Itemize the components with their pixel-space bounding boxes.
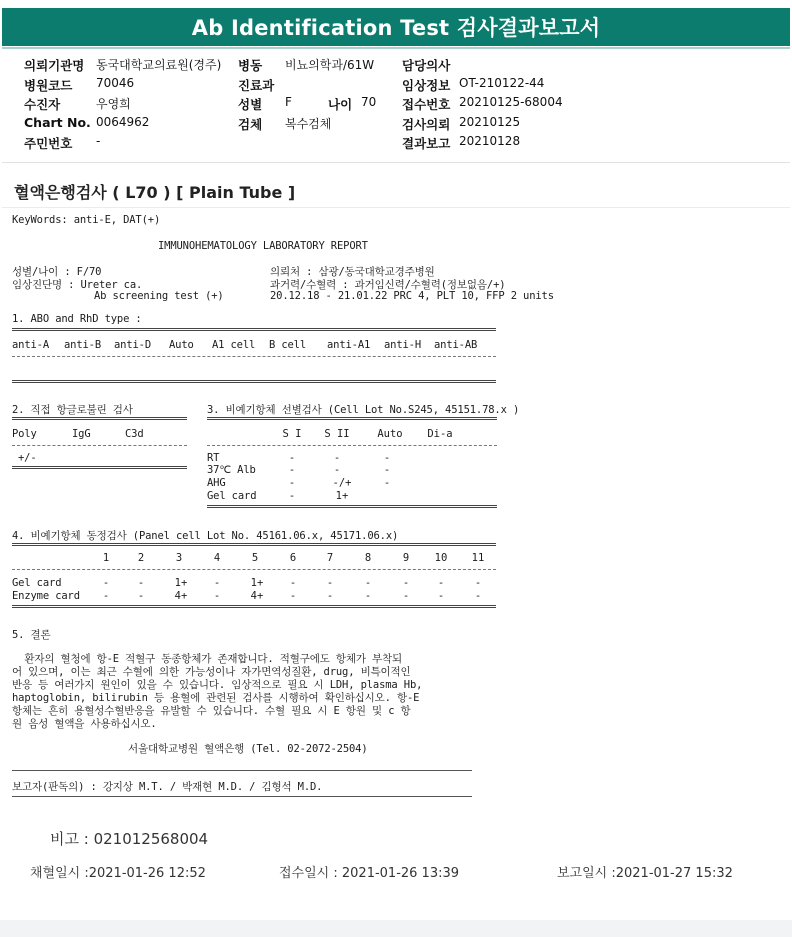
institution-value: 동국대학교의료원(경주) <box>96 58 222 72</box>
reported-datetime: 보고일시 :2021-01-27 15:32 <box>557 866 733 881</box>
panel-value: - <box>474 590 482 602</box>
panel-value: 1+ <box>174 577 188 589</box>
panel-value: - <box>102 590 110 602</box>
specimen-label: 검체 <box>238 117 263 132</box>
reporter-rule-bottom <box>12 796 472 797</box>
resident-no-value: - <box>96 134 101 148</box>
abo-col: anti-D <box>114 339 152 351</box>
abo-col: Auto <box>169 339 194 351</box>
screen-value: - <box>288 490 296 502</box>
screen-col: S I <box>282 428 302 440</box>
resident-no-label: 주민번호 <box>24 136 73 151</box>
screen-value: - <box>333 464 341 476</box>
panel-col: 4 <box>213 552 221 564</box>
age-label: 나이 <box>328 97 353 112</box>
screen-col: S II <box>324 428 350 440</box>
panel-col: 9 <box>402 552 410 564</box>
dat-value-poly: +/- <box>18 452 37 464</box>
panel-method: Gel card <box>12 577 62 589</box>
conclusion-line: 환자의 혈청에 항-E 적혈구 동종항체가 존재합니다. 적혈구에도 항체가 부착되 <box>12 653 403 665</box>
screen-phase: 37℃ Alb <box>207 464 256 476</box>
request-label: 검사의뢰 <box>402 117 451 132</box>
dept-label: 진료과 <box>238 78 275 93</box>
dat-col-igg: IgG <box>72 428 91 440</box>
panel-col: 11 <box>471 552 485 564</box>
patient-value: 우영희 <box>96 97 131 111</box>
screen-col: Auto <box>377 428 403 440</box>
screen-rule-mid <box>207 445 497 446</box>
screen-value: - <box>288 477 296 489</box>
header-divider <box>2 162 790 163</box>
screen-value: - <box>383 477 391 489</box>
ward-value: 비뇨의학과/61W <box>285 58 375 72</box>
sex-label: 성별 <box>238 97 263 112</box>
abo-title: 1. ABO and RhD type : <box>12 313 142 325</box>
panel-title: 4. 비예기항체 동정검사 (Panel cell Lot No. 45161.06.x, 45171.06.x) <box>12 530 399 542</box>
conclusion-line: 원 음성 혈액을 사용하십시오. <box>12 718 157 730</box>
abo-col: anti-H <box>384 339 422 351</box>
report-heading: IMMUNOHEMATOLOGY LABORATORY REPORT <box>158 240 368 252</box>
report-date-label: 결과보고 <box>402 136 451 151</box>
abo-rule-top <box>12 328 496 331</box>
panel-value: - <box>137 577 145 589</box>
panel-rule-top <box>12 543 496 546</box>
abo-col: anti-A <box>12 339 50 351</box>
conclusion-line: haptoglobin, bilirubin 등 용혈에 관련된 검사를 시행하여 확인하십시오. 항-E <box>12 692 420 704</box>
screen-value: - <box>288 464 296 476</box>
sex-value: F <box>285 95 292 109</box>
abo-rule-bottom <box>12 380 496 383</box>
collected-datetime: 채혈일시 :2021-01-26 12:52 <box>30 866 206 881</box>
panel-value: 1+ <box>250 577 264 589</box>
panel-value: - <box>402 590 410 602</box>
screen-rule-bottom <box>207 505 497 508</box>
keywords: KeyWords: anti-E, DAT(+) <box>12 214 161 226</box>
specimen-value: 복수검체 <box>285 117 332 131</box>
panel-value: - <box>364 590 372 602</box>
dat-title: 2. 직접 항글로불린 검사 <box>12 404 133 416</box>
chart-no-value: 0064962 <box>96 115 150 129</box>
abo-col: anti-B <box>64 339 102 351</box>
abo-col: A1 cell <box>212 339 256 351</box>
footer-note: 비고 : 021012568004 <box>50 830 209 848</box>
panel-col: 10 <box>434 552 448 564</box>
chart-no-label: Chart No. <box>24 115 91 130</box>
dat-rule-bottom <box>12 466 187 469</box>
clinical-info-value: OT-210122-44 <box>459 76 545 90</box>
screen-value: 1+ <box>335 490 349 502</box>
dat-rule-top <box>12 417 187 420</box>
panel-value: - <box>213 577 221 589</box>
section-title: 혈액은행검사 ( L70 ) [ Plain Tube ] <box>14 183 296 202</box>
diagnosis-line1: 임상진단명 : Ureter ca. <box>12 279 143 291</box>
panel-value: - <box>289 577 297 589</box>
dat-col-c3d: C3d <box>125 428 144 440</box>
panel-rule-bottom <box>12 605 496 608</box>
panel-col: 1 <box>102 552 110 564</box>
section-divider <box>2 207 790 208</box>
panel-value: - <box>102 577 110 589</box>
history-line2: 20.12.18 - 21.01.22 PRC 4, PLT 10, FFP 2 units <box>270 290 554 302</box>
history-line1: 과거력/수혈력 : 과거임신력/수혈력(정보없음/+) <box>270 279 506 291</box>
panel-value: - <box>364 577 372 589</box>
receipt-no-value: 20210125-68004 <box>459 95 563 109</box>
screen-value: - <box>288 452 296 464</box>
receipt-no-label: 접수번호 <box>402 97 451 112</box>
panel-value: - <box>402 577 410 589</box>
conclusion-line: 반응 등 여러가지 원인이 있을 수 있습니다. 임상적으로 필요 시 LDH, plasma Hb, <box>12 679 423 691</box>
screen-phase: Gel card <box>207 490 257 502</box>
ward-label: 병동 <box>238 58 263 73</box>
abo-col: B cell <box>269 339 307 351</box>
abo-col: anti-AB <box>434 339 478 351</box>
conclusion-line: 항체는 흔히 용혈성수혈반응을 유발할 수 있습니다. 수혈 필요 시 E 항원 및 c 항 <box>12 705 411 717</box>
received-datetime: 접수일시 : 2021-01-26 13:39 <box>279 866 460 881</box>
dat-col-poly: Poly <box>12 428 37 440</box>
screen-title: 3. 비예기항체 선별검사 (Cell Lot No.S245, 45151.78.x ) <box>207 404 520 416</box>
screen-value: - <box>383 452 391 464</box>
panel-value: - <box>137 590 145 602</box>
institution-label: 의뢰기관명 <box>24 58 85 73</box>
screen-value: -/+ <box>332 477 352 489</box>
screen-value: - <box>383 464 391 476</box>
abo-rule-mid <box>12 356 496 357</box>
conclusion-line: 어 있으며, 이는 최근 수혈에 의한 가능성이나 자가면역성질환, drug, 비특이적인 <box>12 666 411 678</box>
dat-rule-mid <box>12 445 187 446</box>
panel-col: 7 <box>326 552 334 564</box>
panel-value: - <box>437 590 445 602</box>
panel-value: - <box>326 590 334 602</box>
panel-value: - <box>437 577 445 589</box>
panel-value: - <box>289 590 297 602</box>
reporter-rule-top <box>12 770 472 771</box>
panel-col: 6 <box>289 552 297 564</box>
patient-label: 수진자 <box>24 97 61 112</box>
clinical-info-label: 임상정보 <box>402 78 451 93</box>
diagnosis-line2: Ab screening test (+) <box>94 290 224 302</box>
request-value: 20210125 <box>459 115 521 129</box>
panel-col: 2 <box>137 552 145 564</box>
referral: 의뢰처 : 삼광/동국대학교경주병원 <box>270 266 435 278</box>
panel-value: - <box>326 577 334 589</box>
abo-col: anti-A1 <box>327 339 371 351</box>
panel-rule-mid <box>12 569 496 570</box>
conclusion-title: 5. 결론 <box>12 629 51 641</box>
lab-center: 서울대학교병원 혈액은행 (Tel. 02-2072-2504) <box>128 743 368 755</box>
panel-value: 4+ <box>250 590 264 602</box>
panel-value: 4+ <box>174 590 188 602</box>
panel-value: - <box>213 590 221 602</box>
doctor-label: 담당의사 <box>402 58 451 73</box>
reporter: 보고자(판독의) : 강지상 M.T. / 박재현 M.D. / 김형석 M.D. <box>12 781 323 793</box>
panel-col: 8 <box>364 552 372 564</box>
screen-value: - <box>333 452 341 464</box>
hospital-code-value: 70046 <box>96 76 135 90</box>
screen-phase: RT <box>207 452 220 464</box>
panel-col: 3 <box>175 552 183 564</box>
report-title: Ab Identification Test 검사결과보고서 <box>2 8 790 46</box>
panel-col: 5 <box>251 552 259 564</box>
age-value: 70 <box>361 95 377 109</box>
panel-method: Enzyme card <box>12 590 80 602</box>
screen-rule-top <box>207 417 497 420</box>
report-date-value: 20210128 <box>459 134 521 148</box>
screen-col: Di-a <box>427 428 453 440</box>
screen-phase: AHG <box>207 477 226 489</box>
sex-age: 성별/나이 : F/70 <box>12 266 102 278</box>
page-bottom-band <box>0 920 792 937</box>
hospital-code-label: 병원코드 <box>24 78 73 93</box>
panel-value: - <box>474 577 482 589</box>
